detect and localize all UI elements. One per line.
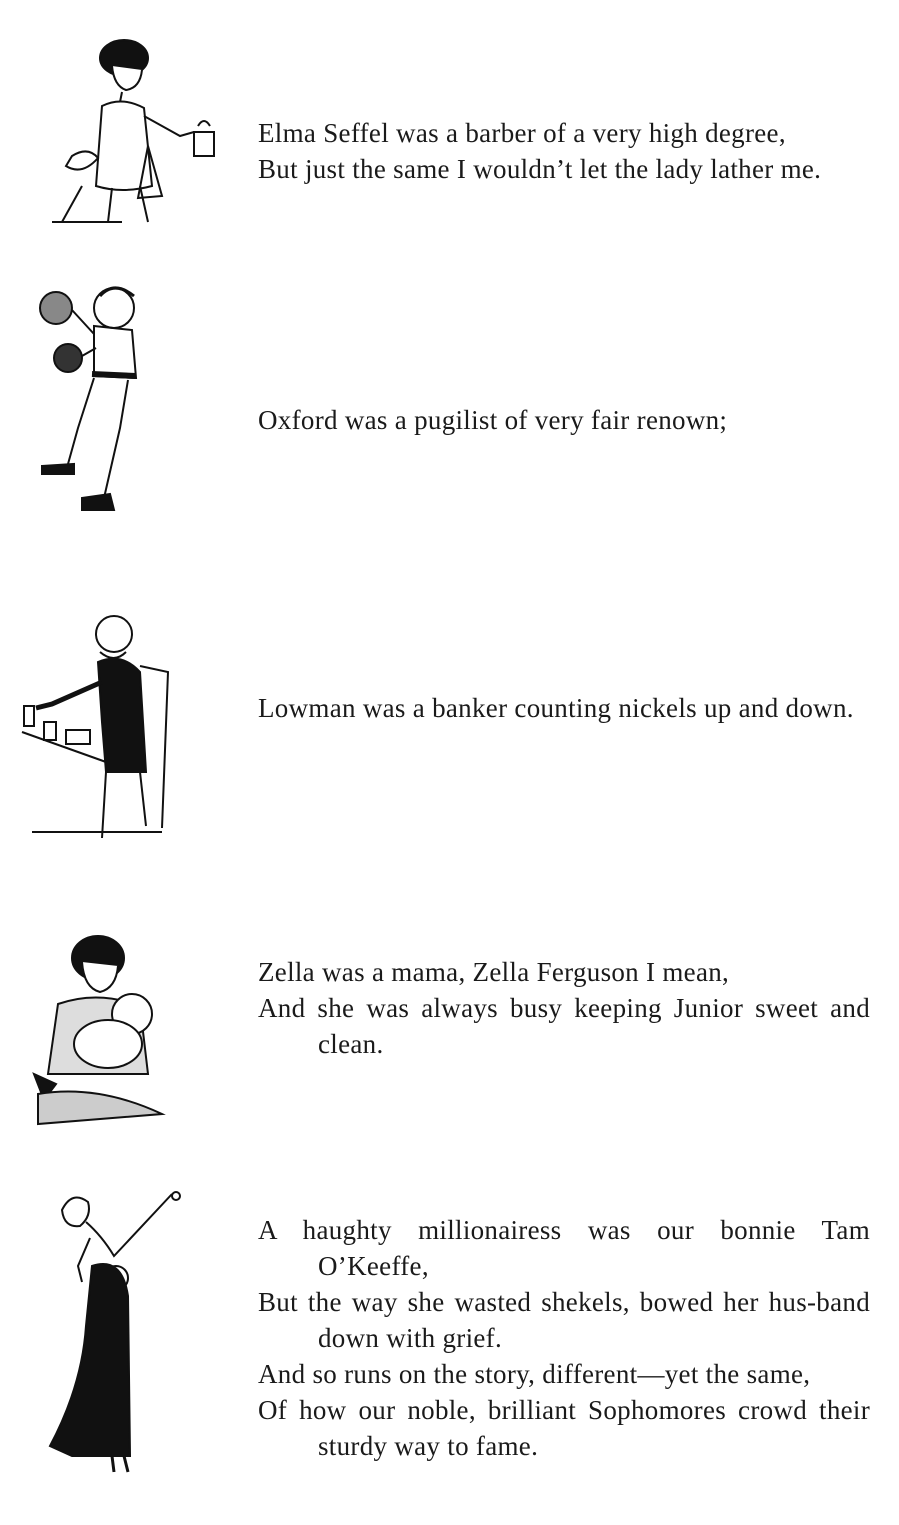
banker-illustration: [22, 612, 172, 838]
verse: [258, 115, 870, 187]
verse-line: Oxford was a pugilist of very fair renown;: [258, 405, 728, 435]
verse-line: Lowman was a banker counting nickels up and down.: [258, 693, 854, 723]
verse: [258, 402, 870, 438]
boxer-illustration: [38, 278, 148, 514]
verse: [258, 690, 870, 726]
verse-line: Elma Seffel was a barber of a very high degree,: [258, 118, 786, 148]
verse-line: But just the same I wouldn’t let the lady lather me.: [258, 154, 822, 184]
verse-line: Of how our noble, brilliant Sophomores crowd their sturdy way to fame.: [258, 1395, 870, 1461]
barber-woman-illustration: [52, 36, 222, 226]
mother-with-baby-illustration: [28, 934, 168, 1128]
verse: [258, 954, 870, 1062]
verse-line: Zella was a mama, Zella Ferguson I mean,: [258, 957, 730, 987]
millionairess-illustration: [42, 1186, 192, 1476]
verse-line: And so runs on the story, different—yet the same,: [258, 1359, 811, 1389]
verse-line: But the way she wasted shekels, bowed her hus-band down with grief.: [258, 1287, 870, 1353]
verse: [258, 1212, 870, 1464]
verse-line: A haughty millionairess was our bonnie Tam O’Keeffe,: [258, 1215, 870, 1281]
verse-line: And she was always busy keeping Junior sweet and clean.: [258, 993, 870, 1059]
